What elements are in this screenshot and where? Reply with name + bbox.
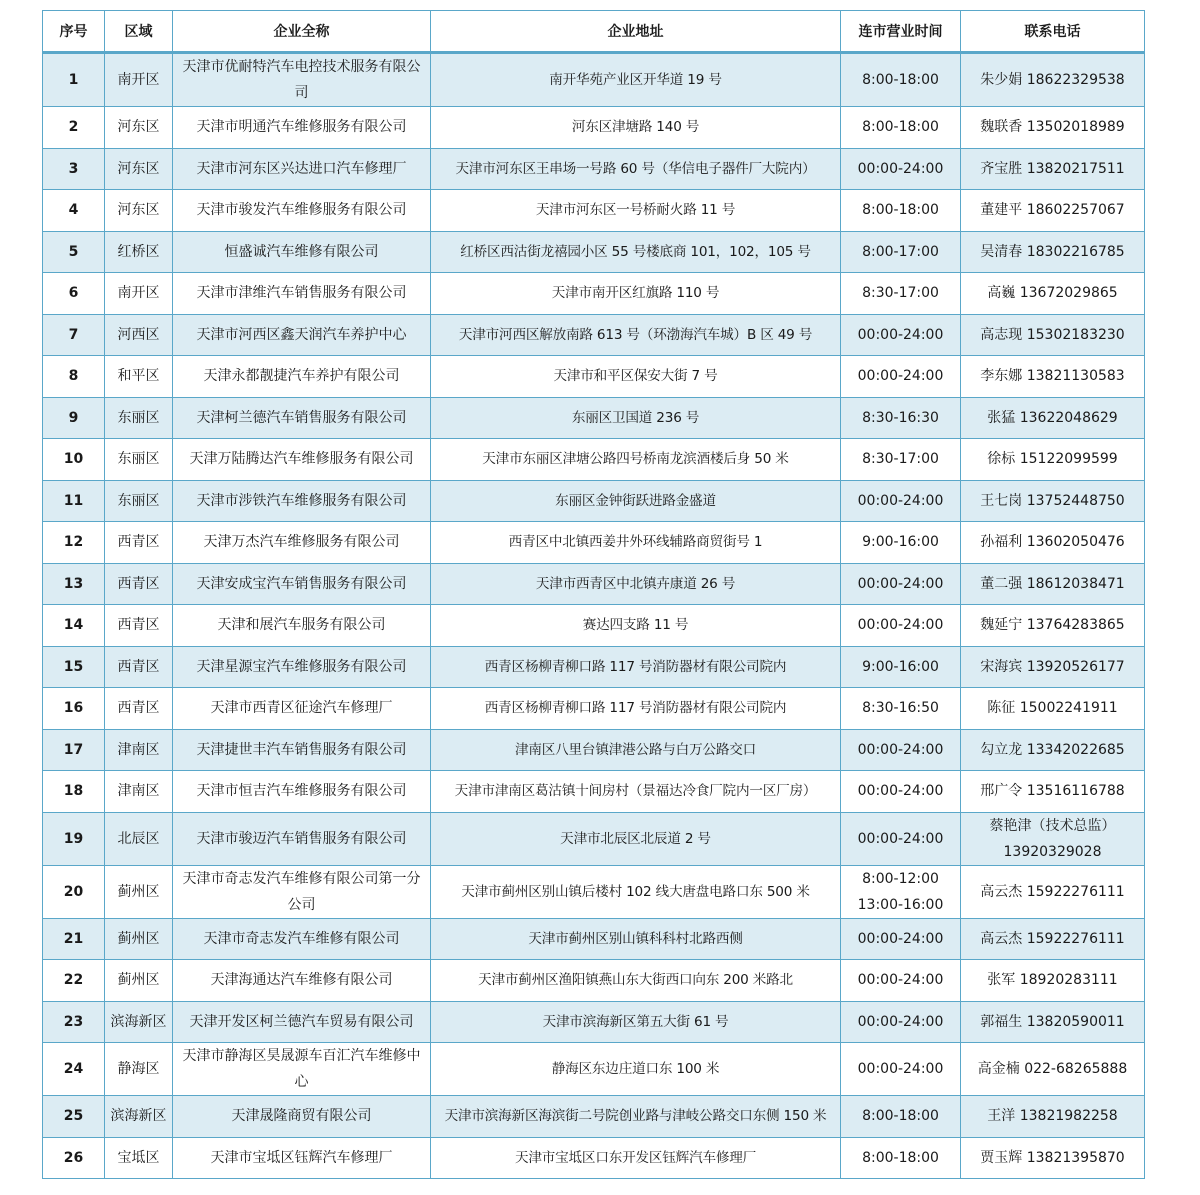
cell-district: 河东区 <box>105 107 173 149</box>
cell-company-address: 天津市北辰区北辰道 2 号 <box>431 812 841 865</box>
cell-district: 北辰区 <box>105 812 173 865</box>
header-business-hours: 连市营业时间 <box>841 11 961 53</box>
cell-district: 河东区 <box>105 148 173 190</box>
cell-district: 蓟州区 <box>105 918 173 960</box>
cell-district: 津南区 <box>105 771 173 813</box>
table-row <box>43 231 1145 273</box>
cell-company-name: 天津市河东区兴达进口汽车修理厂 <box>173 148 431 190</box>
cell-business-hours: 00:00-24:00 <box>841 605 961 647</box>
cell-company-address: 天津市河西区解放南路 613 号（环渤海汽车城）B 区 49 号 <box>431 314 841 356</box>
table-row <box>43 107 1145 149</box>
cell-contact: 董建平 18602257067 <box>961 190 1145 232</box>
cell-contact: 蔡艳津（技术总监） 13920329028 <box>961 812 1145 865</box>
cell-business-hours: 8:00-18:00 <box>841 190 961 232</box>
cell-company-address: 赛达四支路 11 号 <box>431 605 841 647</box>
cell-contact: 张猛 13622048629 <box>961 397 1145 439</box>
cell-number: 9 <box>43 397 105 439</box>
cell-business-hours: 9:00-16:00 <box>841 646 961 688</box>
table-row <box>43 522 1145 564</box>
cell-number: 1 <box>43 53 105 107</box>
table-row <box>43 1096 1145 1138</box>
cell-district: 津南区 <box>105 729 173 771</box>
cell-number: 6 <box>43 273 105 315</box>
table-header-row <box>43 11 1145 53</box>
cell-district: 东丽区 <box>105 480 173 522</box>
table-row <box>43 314 1145 356</box>
cell-business-hours: 00:00-24:00 <box>841 480 961 522</box>
cell-company-name: 天津市明通汽车维修服务有限公司 <box>173 107 431 149</box>
cell-contact: 高巍 13672029865 <box>961 273 1145 315</box>
cell-company-name: 天津安成宝汽车销售服务有限公司 <box>173 563 431 605</box>
cell-company-address: 东丽区金钟街跃进路金盛道 <box>431 480 841 522</box>
table-row <box>43 771 1145 813</box>
cell-company-address: 天津市南开区红旗路 110 号 <box>431 273 841 315</box>
cell-business-hours: 00:00-24:00 <box>841 960 961 1002</box>
cell-company-name: 天津万杰汽车维修服务有限公司 <box>173 522 431 564</box>
cell-contact: 邢广令 13516116788 <box>961 771 1145 813</box>
cell-number: 19 <box>43 812 105 865</box>
cell-district: 宝坻区 <box>105 1137 173 1179</box>
cell-district: 河东区 <box>105 190 173 232</box>
repair-shop-table-container <box>42 10 1144 1179</box>
cell-district: 滨海新区 <box>105 1096 173 1138</box>
cell-business-hours: 00:00-24:00 <box>841 918 961 960</box>
cell-district: 西青区 <box>105 646 173 688</box>
cell-company-address: 天津市河东区王串场一号路 60 号（华信电子器件厂大院内） <box>431 148 841 190</box>
cell-company-name: 天津永都靓捷汽车养护有限公司 <box>173 356 431 398</box>
cell-business-hours: 8:00-17:00 <box>841 231 961 273</box>
cell-number: 26 <box>43 1137 105 1179</box>
cell-company-address: 天津市东丽区津塘公路四号桥南龙滨酒楼后身 50 米 <box>431 439 841 481</box>
cell-number: 7 <box>43 314 105 356</box>
cell-company-address: 津南区八里台镇津港公路与白万公路交口 <box>431 729 841 771</box>
cell-contact: 吴清春 18302216785 <box>961 231 1145 273</box>
cell-company-address: 天津市宝坻区口东开发区钰辉汽车修理厂 <box>431 1137 841 1179</box>
cell-number: 11 <box>43 480 105 522</box>
table-row <box>43 480 1145 522</box>
cell-company-name: 天津和展汽车服务有限公司 <box>173 605 431 647</box>
cell-number: 15 <box>43 646 105 688</box>
cell-company-name: 天津市西青区征途汽车修理厂 <box>173 688 431 730</box>
cell-company-address: 天津市蓟州区渔阳镇燕山东大街西口向东 200 米路北 <box>431 960 841 1002</box>
cell-district: 和平区 <box>105 356 173 398</box>
table-row <box>43 865 1145 918</box>
cell-number: 22 <box>43 960 105 1002</box>
table-row <box>43 148 1145 190</box>
cell-company-name: 天津万陆腾达汽车维修服务有限公司 <box>173 439 431 481</box>
cell-number: 10 <box>43 439 105 481</box>
cell-district: 静海区 <box>105 1043 173 1096</box>
cell-company-name: 天津市恒吉汽车维修服务有限公司 <box>173 771 431 813</box>
cell-business-hours: 8:00-12:00 13:00-16:00 <box>841 865 961 918</box>
header-number: 序号 <box>43 11 105 53</box>
cell-number: 12 <box>43 522 105 564</box>
table-body <box>43 53 1145 1179</box>
cell-company-name: 天津捷世丰汽车销售服务有限公司 <box>173 729 431 771</box>
cell-business-hours: 00:00-24:00 <box>841 314 961 356</box>
cell-number: 16 <box>43 688 105 730</box>
table-row <box>43 646 1145 688</box>
cell-contact: 魏延宁 13764283865 <box>961 605 1145 647</box>
cell-company-address: 天津市蓟州区别山镇后楼村 102 线大唐盘电路口东 500 米 <box>431 865 841 918</box>
cell-district: 西青区 <box>105 563 173 605</box>
cell-number: 24 <box>43 1043 105 1096</box>
cell-district: 滨海新区 <box>105 1001 173 1043</box>
table-row <box>43 563 1145 605</box>
table-row <box>43 812 1145 865</box>
header-district: 区域 <box>105 11 173 53</box>
cell-district: 西青区 <box>105 522 173 564</box>
cell-business-hours: 8:30-17:00 <box>841 439 961 481</box>
cell-contact: 高云杰 15922276111 <box>961 865 1145 918</box>
cell-company-address: 静海区东边庄道口东 100 米 <box>431 1043 841 1096</box>
cell-business-hours: 8:30-16:50 <box>841 688 961 730</box>
cell-district: 东丽区 <box>105 439 173 481</box>
cell-business-hours: 00:00-24:00 <box>841 148 961 190</box>
cell-company-name: 天津市奇志发汽车维修有限公司第一分公司 <box>173 865 431 918</box>
cell-district: 东丽区 <box>105 397 173 439</box>
cell-company-name: 天津市优耐特汽车电控技术服务有限公司 <box>173 53 431 107</box>
cell-company-name: 天津市宝坻区钰辉汽车修理厂 <box>173 1137 431 1179</box>
cell-company-address: 西青区中北镇西姜井外环线辅路商贸街号 1 <box>431 522 841 564</box>
cell-district: 南开区 <box>105 273 173 315</box>
cell-business-hours: 00:00-24:00 <box>841 563 961 605</box>
table-row <box>43 688 1145 730</box>
cell-number: 17 <box>43 729 105 771</box>
cell-contact: 王七岗 13752448750 <box>961 480 1145 522</box>
cell-contact: 宋海宾 13920526177 <box>961 646 1145 688</box>
table-row <box>43 273 1145 315</box>
cell-number: 2 <box>43 107 105 149</box>
table-row <box>43 53 1145 107</box>
cell-company-address: 西青区杨柳青柳口路 117 号消防器材有限公司院内 <box>431 688 841 730</box>
table-row <box>43 1137 1145 1179</box>
cell-number: 18 <box>43 771 105 813</box>
table-row <box>43 729 1145 771</box>
cell-business-hours: 00:00-24:00 <box>841 771 961 813</box>
cell-business-hours: 00:00-24:00 <box>841 1043 961 1096</box>
table-row <box>43 439 1145 481</box>
cell-business-hours: 8:00-18:00 <box>841 107 961 149</box>
table-row <box>43 190 1145 232</box>
cell-company-address: 西青区杨柳青柳口路 117 号消防器材有限公司院内 <box>431 646 841 688</box>
cell-company-name: 天津市涉铁汽车维修服务有限公司 <box>173 480 431 522</box>
cell-company-address: 天津市蓟州区别山镇科科村北路西侧 <box>431 918 841 960</box>
cell-company-name: 天津市奇志发汽车维修有限公司 <box>173 918 431 960</box>
cell-contact: 郭福生 13820590011 <box>961 1001 1145 1043</box>
cell-contact: 勾立龙 13342022685 <box>961 729 1145 771</box>
cell-company-name: 天津市骏迈汽车销售服务有限公司 <box>173 812 431 865</box>
table-row <box>43 960 1145 1002</box>
cell-company-address: 天津市和平区保安大街 7 号 <box>431 356 841 398</box>
cell-contact: 高金楠 022-68265888 <box>961 1043 1145 1096</box>
cell-company-address: 天津市津南区葛沽镇十间房村（景福达冷食厂院内一区厂房） <box>431 771 841 813</box>
cell-contact: 陈征 15002241911 <box>961 688 1145 730</box>
cell-number: 21 <box>43 918 105 960</box>
cell-company-address: 河东区津塘路 140 号 <box>431 107 841 149</box>
cell-company-address: 红桥区西沽街龙禧园小区 55 号楼底商 101，102，105 号 <box>431 231 841 273</box>
cell-business-hours: 8:00-18:00 <box>841 1137 961 1179</box>
cell-number: 13 <box>43 563 105 605</box>
cell-contact: 王洋 13821982258 <box>961 1096 1145 1138</box>
cell-number: 14 <box>43 605 105 647</box>
cell-company-name: 天津市津维汽车销售服务有限公司 <box>173 273 431 315</box>
cell-company-name: 天津市骏发汽车维修服务有限公司 <box>173 190 431 232</box>
cell-contact: 孙福利 13602050476 <box>961 522 1145 564</box>
cell-business-hours: 8:30-17:00 <box>841 273 961 315</box>
cell-business-hours: 00:00-24:00 <box>841 729 961 771</box>
cell-contact: 李东娜 13821130583 <box>961 356 1145 398</box>
cell-district: 西青区 <box>105 605 173 647</box>
cell-contact: 魏联香 13502018989 <box>961 107 1145 149</box>
cell-number: 5 <box>43 231 105 273</box>
cell-number: 23 <box>43 1001 105 1043</box>
cell-company-name: 天津市静海区昊晟源车百汇汽车维修中心 <box>173 1043 431 1096</box>
cell-district: 南开区 <box>105 53 173 107</box>
cell-business-hours: 8:30-16:30 <box>841 397 961 439</box>
cell-contact: 张军 18920283111 <box>961 960 1145 1002</box>
cell-company-name: 恒盛诚汽车维修有限公司 <box>173 231 431 273</box>
repair-shop-table <box>42 10 1145 1179</box>
table-row <box>43 1043 1145 1096</box>
cell-business-hours: 00:00-24:00 <box>841 356 961 398</box>
cell-company-name: 天津开发区柯兰德汽车贸易有限公司 <box>173 1001 431 1043</box>
table-row <box>43 397 1145 439</box>
cell-district: 蓟州区 <box>105 960 173 1002</box>
header-company-name: 企业全称 <box>173 11 431 53</box>
header-company-address: 企业地址 <box>431 11 841 53</box>
cell-company-address: 南开华苑产业区开华道 19 号 <box>431 53 841 107</box>
cell-company-name: 天津星源宝汽车维修服务有限公司 <box>173 646 431 688</box>
cell-district: 红桥区 <box>105 231 173 273</box>
cell-district: 河西区 <box>105 314 173 356</box>
table-row <box>43 1001 1145 1043</box>
cell-contact: 高云杰 15922276111 <box>961 918 1145 960</box>
cell-business-hours: 00:00-24:00 <box>841 812 961 865</box>
cell-business-hours: 8:00-18:00 <box>841 53 961 107</box>
cell-contact: 齐宝胜 13820217511 <box>961 148 1145 190</box>
cell-company-name: 天津海通达汽车维修有限公司 <box>173 960 431 1002</box>
table-row <box>43 605 1145 647</box>
cell-contact: 高志现 15302183230 <box>961 314 1145 356</box>
cell-company-name: 天津柯兰德汽车销售服务有限公司 <box>173 397 431 439</box>
cell-contact: 徐标 15122099599 <box>961 439 1145 481</box>
cell-district: 蓟州区 <box>105 865 173 918</box>
table-row <box>43 356 1145 398</box>
cell-contact: 贾玉辉 13821395870 <box>961 1137 1145 1179</box>
cell-contact: 董二强 18612038471 <box>961 563 1145 605</box>
cell-company-name: 天津市河西区鑫天润汽车养护中心 <box>173 314 431 356</box>
cell-company-address: 天津市滨海新区海滨街二号院创业路与津岐公路交口东侧 150 米 <box>431 1096 841 1138</box>
cell-number: 4 <box>43 190 105 232</box>
cell-district: 西青区 <box>105 688 173 730</box>
table-row <box>43 918 1145 960</box>
cell-company-address: 天津市滨海新区第五大街 61 号 <box>431 1001 841 1043</box>
cell-business-hours: 00:00-24:00 <box>841 1001 961 1043</box>
cell-company-address: 天津市西青区中北镇卉康道 26 号 <box>431 563 841 605</box>
cell-business-hours: 8:00-18:00 <box>841 1096 961 1138</box>
cell-number: 25 <box>43 1096 105 1138</box>
cell-number: 3 <box>43 148 105 190</box>
cell-company-address: 天津市河东区一号桥耐火路 11 号 <box>431 190 841 232</box>
cell-number: 20 <box>43 865 105 918</box>
cell-contact: 朱少娟 18622329538 <box>961 53 1145 107</box>
cell-number: 8 <box>43 356 105 398</box>
header-contact-phone: 联系电话 <box>961 11 1145 53</box>
cell-business-hours: 9:00-16:00 <box>841 522 961 564</box>
cell-company-name: 天津晟隆商贸有限公司 <box>173 1096 431 1138</box>
cell-company-address: 东丽区卫国道 236 号 <box>431 397 841 439</box>
